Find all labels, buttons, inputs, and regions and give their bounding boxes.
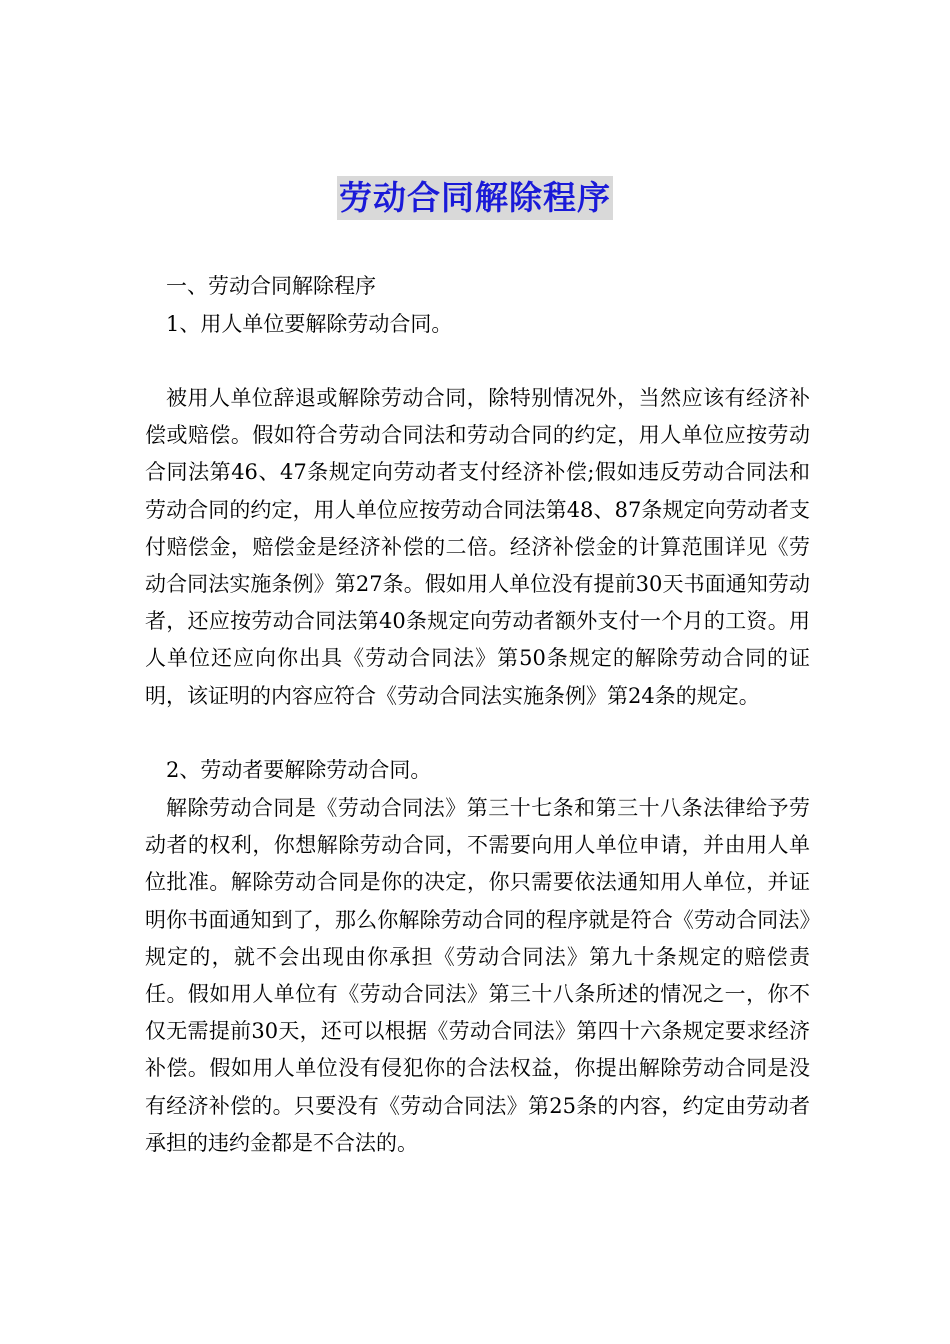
item1-paragraph: 被用人单位辞退或解除劳动合同，除特别情况外，当然应该有经济补偿或赔偿。假如符合劳动合同法和劳动合同的约定，用人单位应按劳动合同法第46、47条规定向劳动者支付经济补偿;假如违反劳动合同法和劳动合同的约定，用人单位应按劳动合同法第48、87条规定向劳动者支付赔偿金，赔偿金是经济补偿的二倍。经济补偿金的计算范围详见《劳动合同法实施条例》第27条。假如用人单位没有提前30天书面通知劳动者，还应按劳动合同法第40条规定向劳动者额外支付一个月的工资。用人单位还应向你出具《劳动合同法》第50条规定的解除劳动合同的证明，该证明的内容应符合《劳动合同法实施条例》第24条的规定。	[145, 386, 810, 708]
item1-heading: 1、用人单位要解除劳动合同。	[166, 312, 453, 336]
section-heading: 一、劳动合同解除程序	[166, 274, 376, 298]
item2-paragraph: 解除劳动合同是《劳动合同法》第三十七条和第三十八条法律给予劳动者的权利，你想解除劳动合同，不需要向用人单位申请，并由用人单位批准。解除劳动合同是你的决定，你只需要依法通知用人单位，并证明你书面通知到了，那么你解除劳动合同的程序就是符合《劳动合同法》规定的，就不会出现由你承担《劳动合同法》第九十条规定的赔偿责任。假如用人单位有《劳动合同法》第三十八条所述的情况之一，你不仅无需提前30天，还可以根据《劳动合同法》第四十六条规定要求经济补偿。假如用人单位没有侵犯你的合法权益，你提出解除劳动合同是没有经济补偿的。只要没有《劳动合同法》第25条的内容，约定由劳动者承担的违约金都是不合法的。	[145, 796, 810, 1155]
document-title: 劳动合同解除程序	[337, 176, 613, 220]
title-container	[0, 176, 950, 220]
item2-heading: 2、劳动者要解除劳动合同。	[166, 758, 432, 782]
